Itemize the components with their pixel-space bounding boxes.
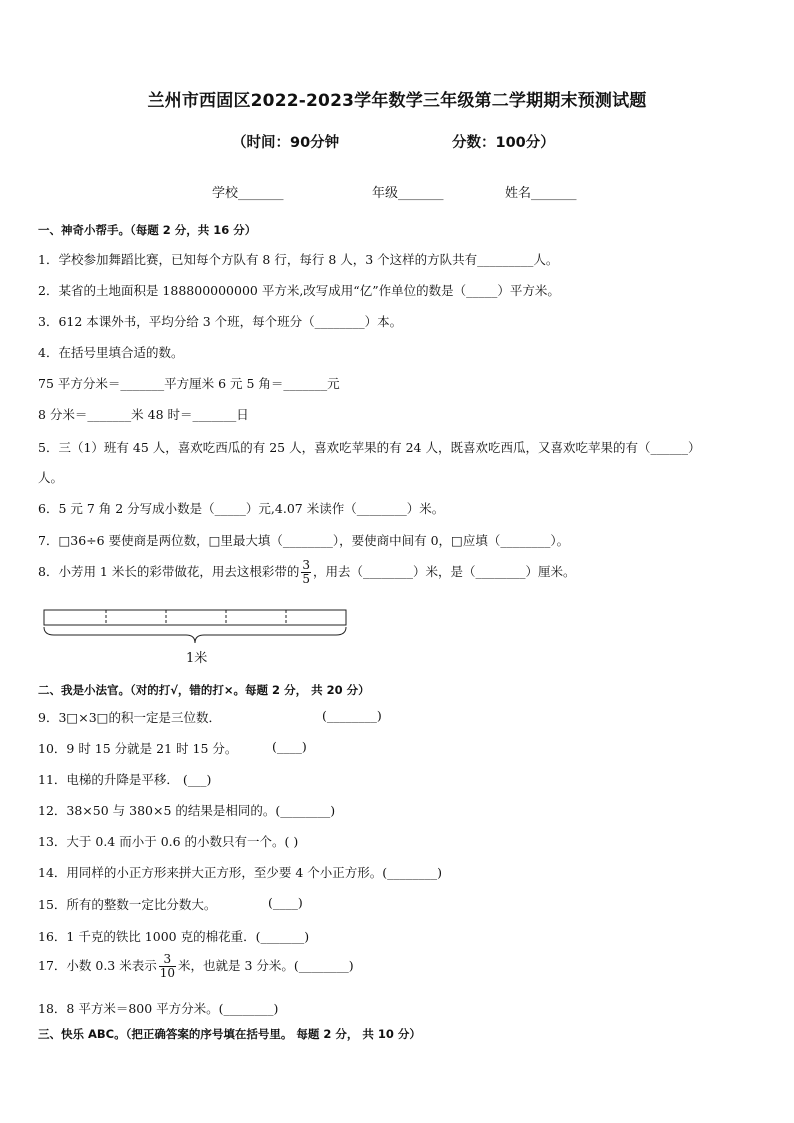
- fraction-numerator: 3: [159, 953, 176, 967]
- question-8-text-b: ，用去（________）米，是（________）厘米。: [313, 564, 576, 579]
- fraction-3-10: [159, 953, 176, 980]
- section-2-heading: 二、我是小法官。（对的打√，错的打×。每题 2 分， 共 20 分）: [38, 683, 370, 697]
- question-6: 6．5 元 7 角 2 分写成小数是（_____）元,4.07 米读作（________）米。: [38, 501, 445, 516]
- page-title: 兰州市西固区2022-2023学年数学三年级第二学期期末预测试题: [147, 91, 647, 111]
- ribbon-brace: [44, 627, 346, 643]
- question-17-text-a: 17．小数 0.3 米表示: [38, 958, 157, 973]
- ribbon-rect: [44, 610, 346, 625]
- question-18: 18．8 平方米＝800 平方分米。(________): [38, 1001, 279, 1016]
- question-4-line-a: 75 平方分米＝_______平方厘米 6 元 5 角＝_______元: [38, 376, 340, 391]
- question-15-answer: (____): [268, 895, 303, 910]
- question-4-line-b: 8 分米＝_______米 48 时＝_______日: [38, 407, 249, 422]
- question-3: 3．612 本课外书，平均分给 3 个班，每个班分（________）本。: [38, 314, 403, 329]
- fraction-3-5: [301, 559, 311, 586]
- question-1: 1．学校参加舞蹈比赛，已知每个方队有 8 行，每行 8 人，3 个这样的方队共有_________人。: [38, 252, 559, 267]
- question-10-answer: (____): [272, 739, 307, 754]
- question-10: 10．9 时 15 分就是 21 时 15 分。: [38, 741, 238, 756]
- question-5-cont: 人。: [38, 470, 64, 485]
- fraction-numerator: 3: [302, 558, 310, 572]
- ribbon-label: 1米: [186, 651, 208, 666]
- question-7: 7．□36÷6 要使商是两位数，□里最大填（________），要使商中间有 0，□应填（________）。: [38, 533, 570, 548]
- question-13: 13．大于 0.4 而小于 0.6 的小数只有一个。( ): [38, 834, 299, 849]
- question-11: 11．电梯的升降是平移． (___): [38, 772, 212, 787]
- question-2: 2．某省的土地面积是 188800000000 平方米,改写成用“亿”作单位的数是（_____）平方米。: [38, 283, 560, 298]
- question-9-answer: (________): [322, 708, 382, 723]
- question-15: 15．所有的整数一定比分数大。: [38, 897, 217, 912]
- question-5: 5．三（1）班有 45 人，喜欢吃西瓜的有 25 人，喜欢吃苹果的有 24 人，既喜欢吃西瓜，又喜欢吃苹果的有（______）: [38, 440, 701, 455]
- question-4: 4．在括号里填合适的数。: [38, 345, 184, 360]
- fraction-denominator: 10: [159, 966, 176, 980]
- section-3-heading: 三、快乐 ABC。（把正确答案的序号填在括号里。 每题 2 分， 共 10 分）: [38, 1027, 421, 1041]
- question-14: 14．用同样的小正方形来拼大正方形，至少要 4 个小正方形。(________): [38, 865, 443, 880]
- section-1-heading: 一、神奇小帮手。（每题 2 分，共 16 分）: [38, 223, 257, 237]
- grade-field: 年级_______: [372, 186, 444, 201]
- question-12: 12．38×50 与 380×5 的结果是相同的。(________): [38, 803, 336, 818]
- question-17: [38, 953, 354, 980]
- question-8-text-a: 8．小芳用 1 米长的彩带做花，用去这根彩带的: [38, 564, 300, 579]
- question-16: 16．1 千克的铁比 1000 克的棉花重．(_______): [38, 929, 310, 944]
- name-field: 姓名_______: [505, 186, 577, 201]
- time-label: （时间：90分钟: [232, 135, 340, 151]
- question-8: [38, 559, 576, 586]
- school-field: 学校_______: [212, 186, 284, 201]
- score-label: 分数：100分）: [452, 135, 555, 151]
- fraction-denominator: 5: [302, 572, 310, 586]
- question-17-text-b: 米，也就是 3 分米。(________): [178, 958, 354, 973]
- question-9: 9．3□×3□的积一定是三位数．: [38, 710, 221, 725]
